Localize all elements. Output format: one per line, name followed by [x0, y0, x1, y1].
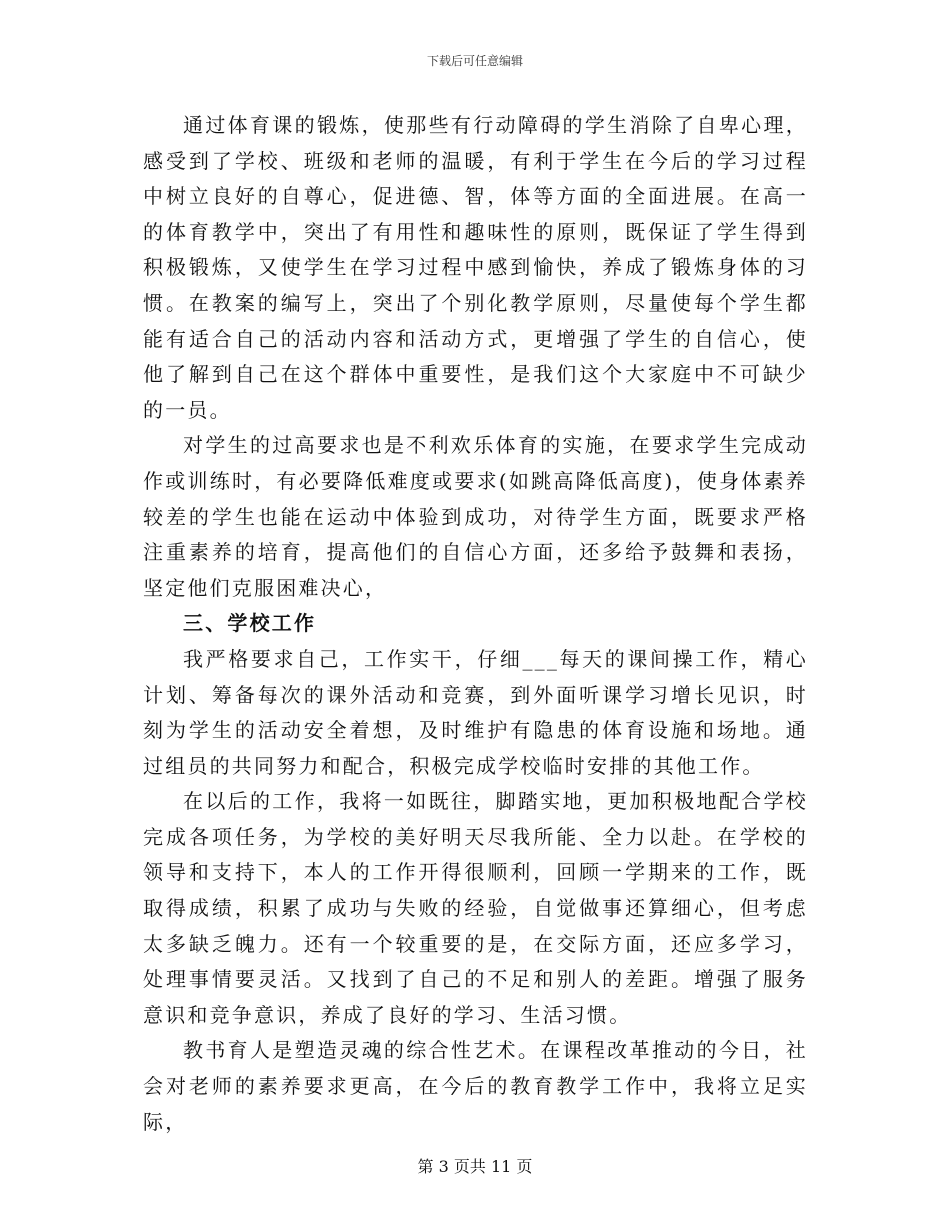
paragraph-teaching-art: 教书育人是塑造灵魂的综合性艺术。在课程改革推动的今日，社会对老师的素养要求更高，在今后的教育教学工作中，我将立足实际， — [143, 1038, 808, 1134]
paragraph-school-work: 我严格要求自己，工作实干，仔细___每天的课间操工作，精心计划、筹备每次的课外活动和竞赛，到外面听课学习增长见识，时刻为学生的活动安全着想，及时维护有隐患的体育设施和场地。通过组员的共同努力和配合，积极完成学校临时安排的其他工作。 — [143, 646, 808, 778]
section-title: 三、学校工作 — [183, 611, 317, 636]
paragraph-pe-class-benefits: 通过体育课的锻炼，使那些有行动障碍的学生消除了自卑心理，感受到了学校、班级和老师的温暖，有利于学生在今后的学习过程中树立良好的自尊心，促进德、智，体等方面的全面进展。在高一的体育教学中，突出了有用性和趣味性的原则，既保证了学生得到积极锻炼，又使学生在学习过程中感到愉快，养成了锻炼身体的习惯。在教案的编写上，突出了个别化教学原则，尽量使每个学生都能有适合自己的活动内容和活动方式，更增强了学生的自信心，使他了解到自己在这个群体中重要性，是我们这个大家庭中不可缺少的一员。 — [143, 113, 808, 422]
page-number-footer: 第 3 页共 11 页 — [417, 1157, 533, 1176]
document-body — [143, 108, 808, 1140]
paragraph-student-requirements: 对学生的过高要求也是不利欢乐体育的实施，在要求学生完成动作或训练时，有必要降低难度或要求(如跳高降低高度)，使身体素养较差的学生也能在运动中体验到成功，对待学生方面，既要求严格注重素养的培育，提高他们的自信心方面，还多给予鼓舞和表扬，坚定他们克服困难决心， — [143, 433, 808, 600]
page-header: 下载后可任意编辑 — [426, 54, 523, 68]
paragraph-future-work: 在以后的工作，我将一如既往，脚踏实地，更加积极地配合学校完成各项任务，为学校的美好明天尽我所能、全力以赴。在学校的领导和支持下，本人的工作开得很顺利，回顾一学期来的工作，既取得成绩，积累了成功与失败的经验，自觉做事还算细心，但考虑太多缺乏魄力。还有一个较重要的是，在交际方面，还应多学习，处理事情要灵活。又找到了自己的不足和别人的差距。增强了服务意识和竞争意识，养成了良好的学习、生活习惯。 — [143, 789, 808, 1027]
